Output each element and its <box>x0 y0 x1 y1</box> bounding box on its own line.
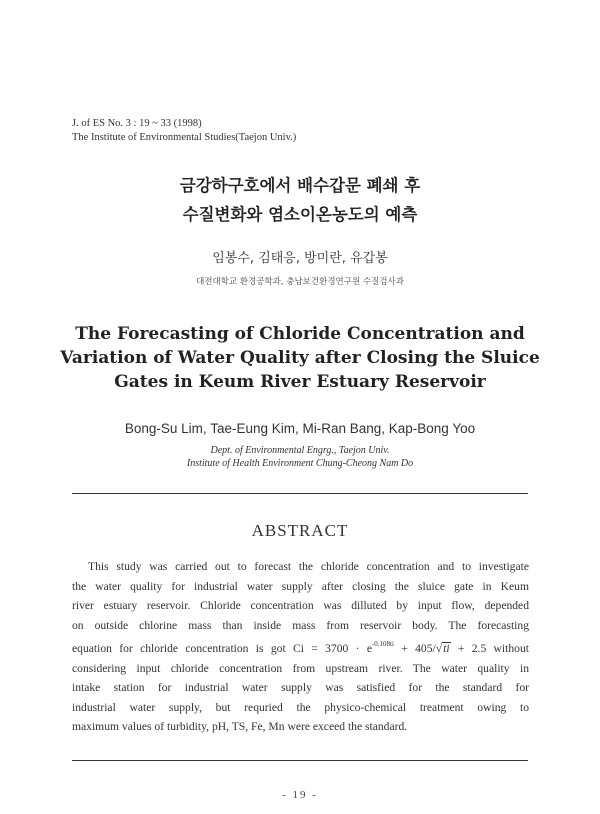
korean-title-line-1: 금강하구호에서 배수갑문 폐쇄 후 <box>179 176 421 195</box>
abstract-line: considering input chloride concentration from upstream river. The water quality in <box>72 661 529 675</box>
bottom-divider <box>72 760 528 761</box>
equation-prefix: equation for chloride concentration is got Ci = 3700 · e <box>72 642 372 655</box>
korean-authors: 임봉수, 김태응, 방미란, 유갑봉 <box>212 251 388 266</box>
institute-name: The Institute of Environmental Studies(Taejon Univ.) <box>72 132 297 143</box>
equation-middle: + 405/√ <box>393 642 443 655</box>
abstract-equation-line <box>72 635 529 659</box>
journal-header <box>72 117 296 145</box>
abstract-line: river estuary reservoir. Chloride concentration was dilluted by input flow, depended <box>72 599 529 612</box>
english-affiliation-1: Dept. of Environmental Engrg., Taejon Univ. <box>210 445 390 456</box>
abstract-line: on outside chlorine mass than inside mass from reservoir body. The forecasting <box>72 618 529 632</box>
equation-suffix: + 2.5 without <box>450 642 529 655</box>
equation-exponent: -0.108ti <box>371 640 394 648</box>
journal-citation: J. of ES No. 3 : 19 ~ 33 (1998) <box>72 118 202 129</box>
abstract-line: maximum values of turbidity, pH, TS, Fe, Mn were exceed the standard. <box>72 720 408 733</box>
abstract-body <box>72 557 529 737</box>
english-title-line-1: The Forecasting of Chloride Concentration and <box>75 324 525 344</box>
page-number: - 19 - <box>282 789 318 801</box>
equation-radicand: ti <box>443 642 450 655</box>
abstract-line: This study was carried out to forecast the chloride concentration and to investigate <box>88 560 529 573</box>
abstract-line: industrial water supply, but requried the physico-chemical treatment owing to <box>72 700 529 714</box>
english-title-line-3: Gates in Keum River Estuary Reservoir <box>114 372 486 392</box>
korean-affiliation: 대전대학교 환경공학과, 충남보건환경연구원 수질검사과 <box>196 277 404 287</box>
english-authors: Bong-Su Lim, Tae-Eung Kim, Mi-Ran Bang, Kap-Bong Yoo <box>124 421 476 436</box>
korean-title-line-2: 수질변화와 염소이온농도의 예측 <box>182 205 418 224</box>
english-affiliation-2: Institute of Health Environment Chung-Cheong Nam Do <box>186 458 414 469</box>
abstract-line: the water quality for industrial water supply after closing the sluice gate in Keum <box>72 579 529 593</box>
top-divider <box>72 493 528 494</box>
abstract-line: intake station for industrial water supply was satisfied for the standard for <box>72 681 529 694</box>
english-title-line-2: Variation of Water Quality after Closing the Sluice <box>60 348 540 368</box>
abstract-heading: ABSTRACT <box>251 521 349 540</box>
